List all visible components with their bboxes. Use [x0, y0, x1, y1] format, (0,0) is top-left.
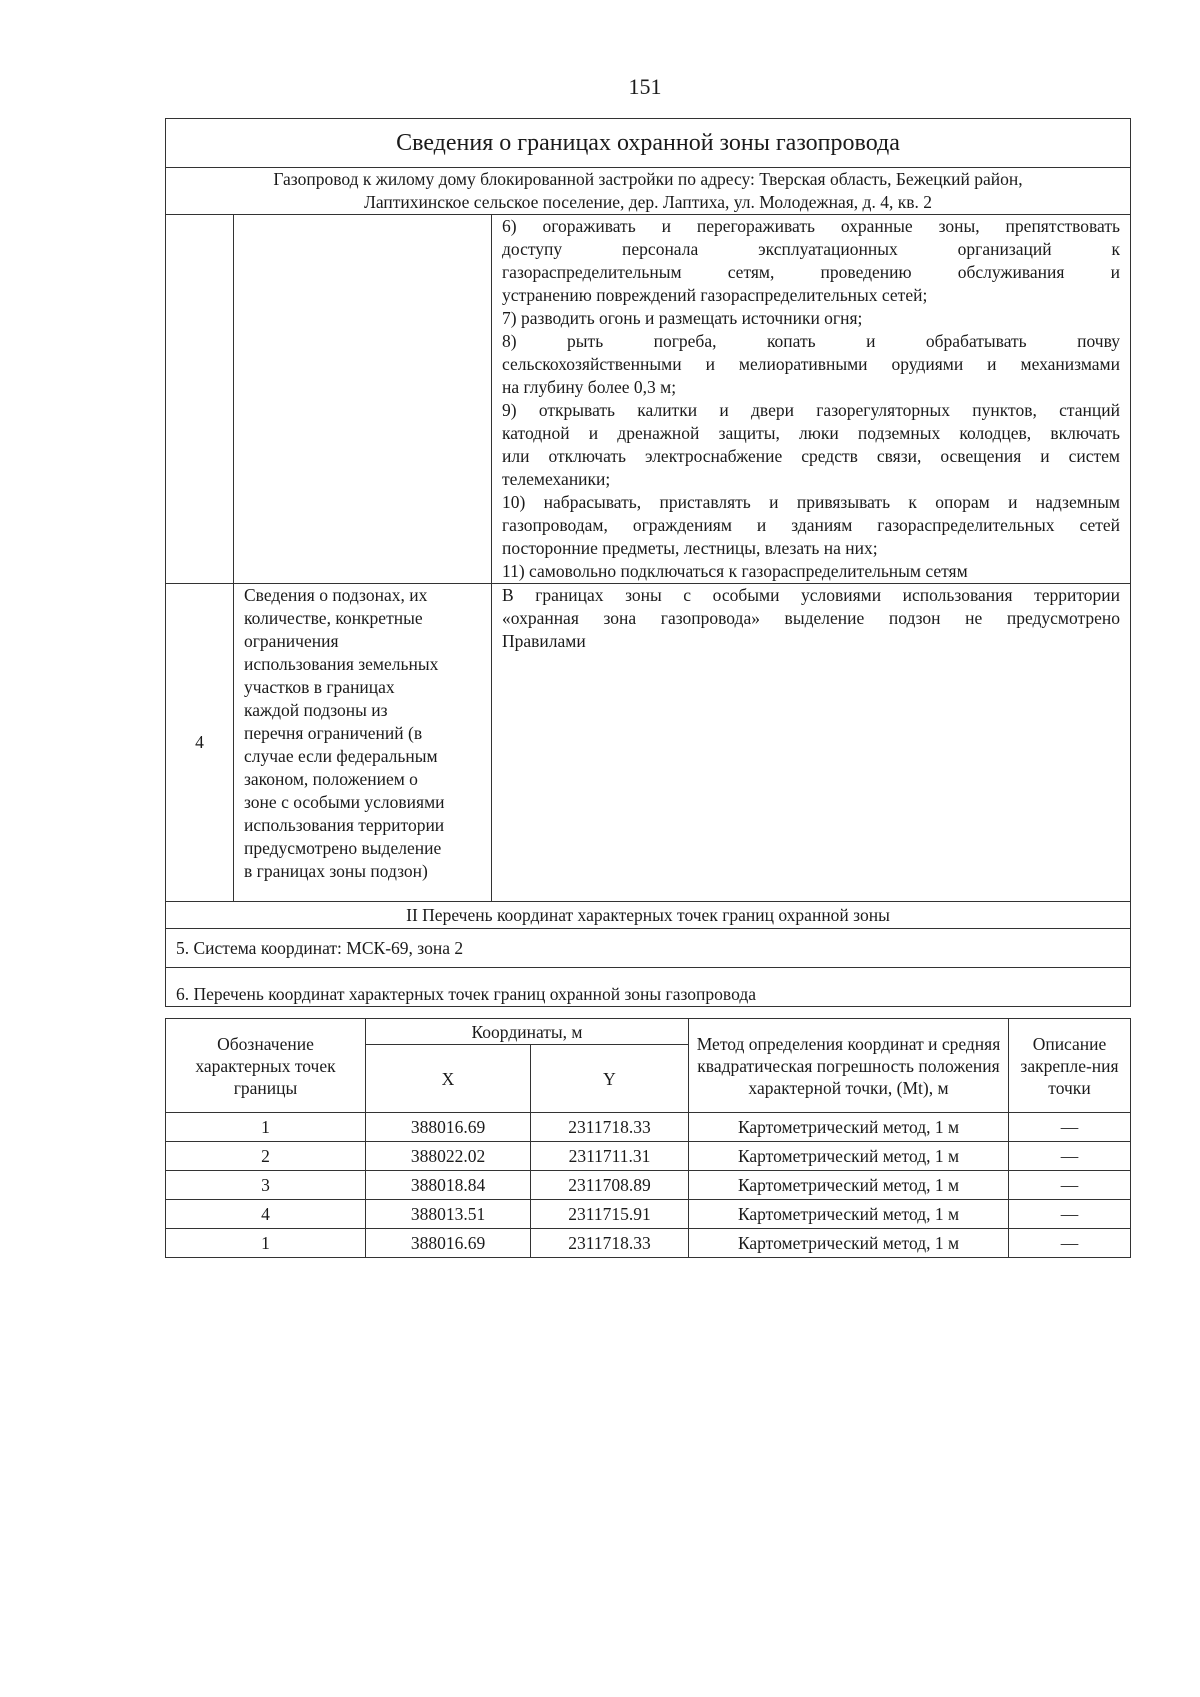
restrictions-number-cell	[166, 215, 234, 584]
coordinate-system: 5. Система координат: МСК-69, зона 2	[166, 929, 1131, 968]
cell-x: 388013.51	[366, 1200, 531, 1229]
cell-method: Картометрический метод, 1 м	[689, 1229, 1009, 1258]
restrictions-list	[492, 215, 1131, 584]
restriction-line: устранению повреждений газораспределительных сетей;	[502, 285, 928, 305]
description-line: ограничения	[244, 631, 339, 651]
cell-y: 2311715.91	[531, 1200, 689, 1229]
description-line: предусмотрено выделение	[244, 838, 442, 858]
description-line: использования земельных	[244, 654, 439, 674]
cell-method: Картометрический метод, 1 м	[689, 1142, 1009, 1171]
cell-x: 388016.69	[366, 1113, 531, 1142]
points-list-heading: 6. Перечень координат характерных точек границ охранной зоны газопровода	[166, 968, 1131, 1007]
restriction-line: или отключать электроснабжение средств связи, освещения и систем	[502, 446, 1120, 466]
cell-desc: —	[1009, 1171, 1131, 1200]
cell-y: 2311718.33	[531, 1229, 689, 1258]
restriction-line: катодной и дренажной защиты, люки подземных колодцев, включать	[502, 423, 1120, 443]
description-line: законом, положением о	[244, 769, 418, 789]
cell-y: 2311711.31	[531, 1142, 689, 1171]
cell-point: 3	[166, 1171, 366, 1200]
restriction-line: 6) огораживать и перегораживать охранные зоны, препятствовать	[502, 216, 1120, 236]
column-header-y: Y	[531, 1045, 689, 1113]
cell-point: 1	[166, 1113, 366, 1142]
restriction-line: 10) набрасывать, приставлять и привязывать к опорам и надземным	[502, 492, 1120, 512]
description-line: использования территории	[244, 815, 445, 835]
description-line: каждой подзоны из	[244, 700, 388, 720]
column-header-point: Обозначение характерных точек границы	[166, 1019, 366, 1113]
subtitle-line: Лаптихинское сельское поселение, дер. Лаптиха, ул. Молодежная, д. 4, кв. 2	[364, 192, 932, 212]
column-header-method: Метод определения координат и средняя квадратическая погрешность положения характерной точки, (Mt), м	[689, 1019, 1009, 1113]
restriction-line: газопроводам, ограждениям и зданиям газораспределительных сетей	[502, 515, 1120, 535]
document-subtitle	[166, 168, 1131, 215]
column-header-coordinates: Координаты, м	[366, 1019, 689, 1045]
description-line: зоне с особыми условиями	[244, 792, 445, 812]
subzones-description	[234, 584, 492, 902]
restriction-line: телемеханики;	[502, 469, 611, 489]
cell-y: 2311718.33	[531, 1113, 689, 1142]
table-row	[166, 1171, 1131, 1200]
cell-point: 4	[166, 1200, 366, 1229]
restrictions-row	[166, 215, 1131, 584]
subzones-value	[492, 584, 1131, 902]
cell-method: Картометрический метод, 1 м	[689, 1113, 1009, 1142]
document-title: Сведения о границах охранной зоны газопровода	[166, 119, 1131, 168]
page-number: 151	[628, 74, 662, 99]
value-line: Правилами	[502, 631, 586, 651]
table-row	[166, 1229, 1131, 1258]
restriction-line: 8) рыть погреба, копать и обрабатывать почву	[502, 331, 1120, 351]
restrictions-label-cell	[234, 215, 492, 584]
coordinates-body	[166, 1113, 1131, 1258]
description-line: случае если федеральным	[244, 746, 438, 766]
cell-method: Картометрический метод, 1 м	[689, 1200, 1009, 1229]
table-row	[166, 1200, 1131, 1229]
table-row	[166, 1113, 1131, 1142]
restriction-line: газораспределительным сетям, проведению обслуживания и	[502, 262, 1120, 282]
subzones-row	[166, 584, 1131, 902]
cell-x: 388018.84	[366, 1171, 531, 1200]
cell-desc: —	[1009, 1142, 1131, 1171]
table-row	[166, 1142, 1131, 1171]
value-line: «охранная зона газопровода» выделение подзон не предусмотрено	[502, 608, 1120, 628]
cell-point: 2	[166, 1142, 366, 1171]
column-header-description: Описание закрепле-ния точки	[1009, 1019, 1131, 1113]
cell-desc: —	[1009, 1113, 1131, 1142]
zone-info-table	[165, 118, 1131, 1007]
restriction-line: 7) разводить огонь и размещать источники огня;	[502, 308, 863, 328]
section-heading: II Перечень координат характерных точек границ охранной зоны	[166, 902, 1131, 929]
cell-method: Картометрический метод, 1 м	[689, 1171, 1009, 1200]
description-line: перечня ограничений (в	[244, 723, 423, 743]
restriction-line: 11) самовольно подключаться к газораспределительным сетям	[502, 561, 968, 581]
description-line: участков в границах	[244, 677, 395, 697]
description-line: в границах зоны подзон)	[244, 861, 428, 881]
cell-point: 1	[166, 1229, 366, 1258]
restriction-line: 9) открывать калитки и двери газорегуляторных пунктов, станций	[502, 400, 1120, 420]
restriction-line: посторонние предметы, лестницы, влезать на них;	[502, 538, 878, 558]
cell-x: 388016.69	[366, 1229, 531, 1258]
row-number: 4	[166, 584, 234, 902]
description-line: Сведения о подзонах, их	[244, 585, 428, 605]
restriction-line: сельскохозяйственными и мелиоративными орудиями и механизмами	[502, 354, 1120, 374]
cell-x: 388022.02	[366, 1142, 531, 1171]
cell-desc: —	[1009, 1229, 1131, 1258]
cell-desc: —	[1009, 1200, 1131, 1229]
cell-y: 2311708.89	[531, 1171, 689, 1200]
description-line: количестве, конкретные	[244, 608, 423, 628]
restriction-line: на глубину более 0,3 м;	[502, 377, 677, 397]
column-header-x: X	[366, 1045, 531, 1113]
subtitle-line: Газопровод к жилому дому блокированной застройки по адресу: Тверская область, Бежецкий район,	[273, 169, 1023, 189]
restriction-line: доступу персонала эксплуатационных организаций к	[502, 239, 1120, 259]
coordinates-table	[165, 1018, 1131, 1258]
value-line: В границах зоны с особыми условиями использования территории	[502, 585, 1120, 605]
